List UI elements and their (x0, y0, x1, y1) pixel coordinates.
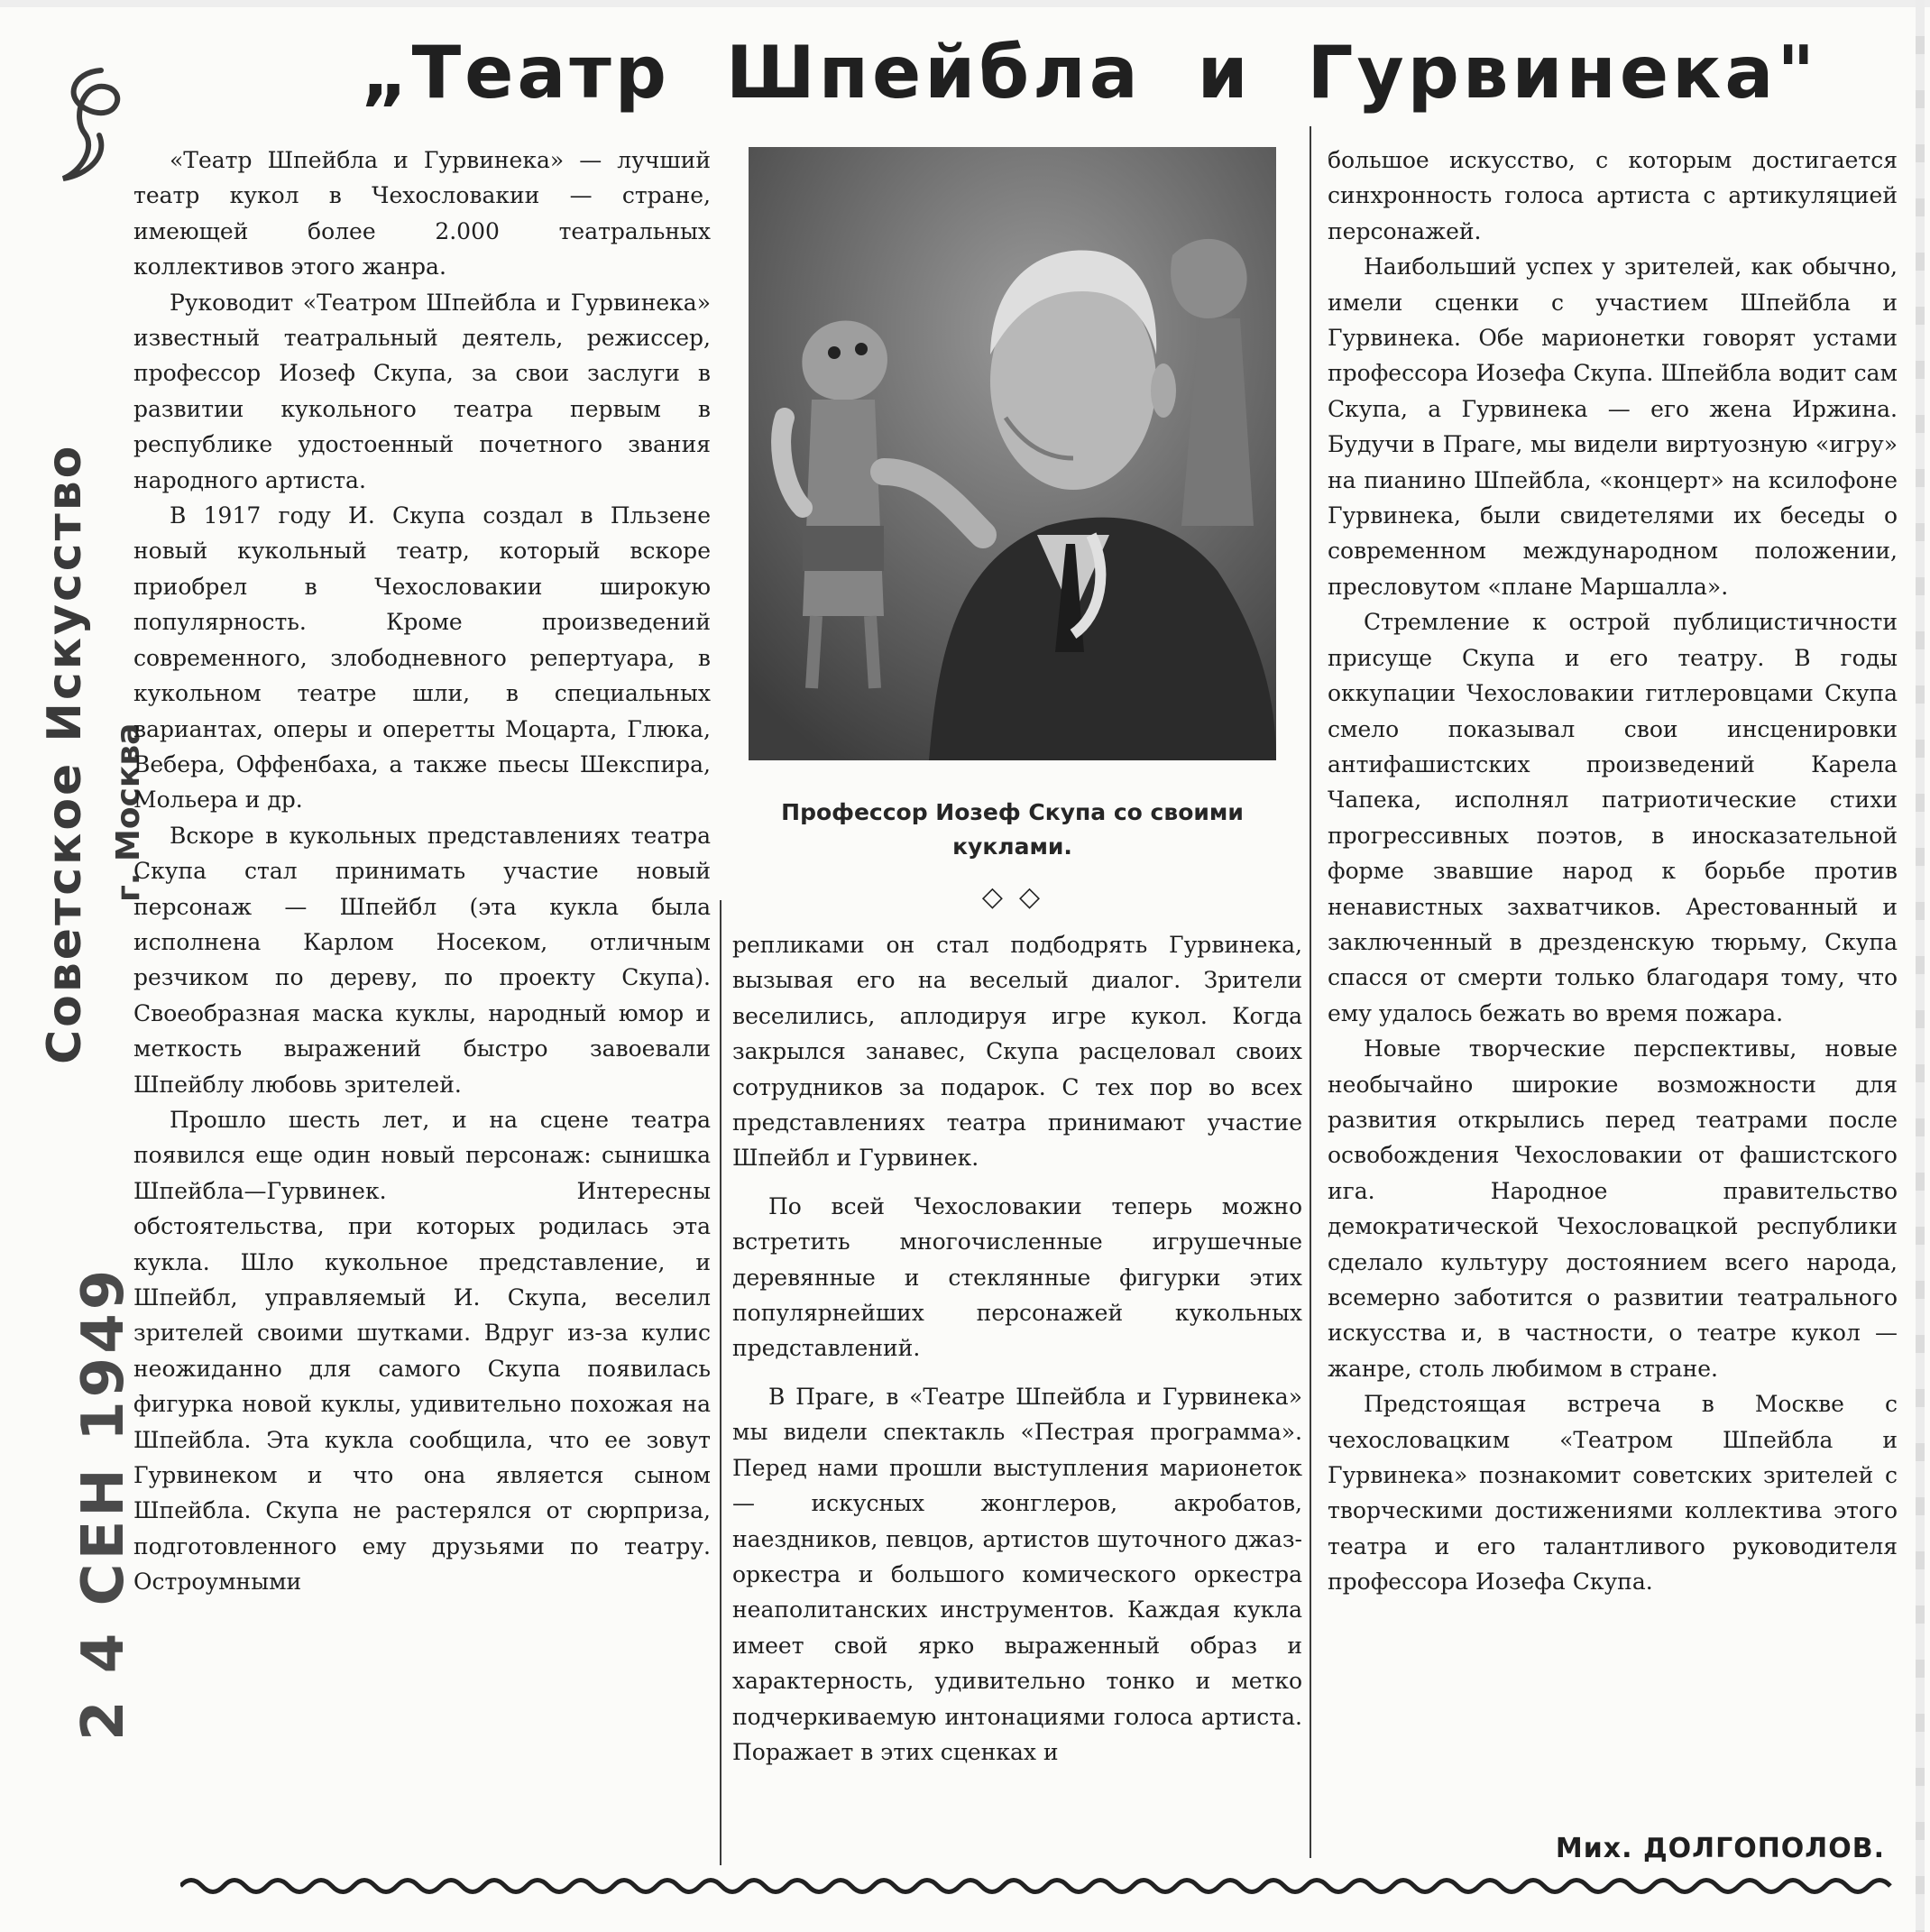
photo-caption: Профессор Иозеф Скупа со своими куклами. (781, 799, 1244, 860)
paper-edge-right (1916, 0, 1925, 1932)
paragraph: Руководит «Театром Шпейбла и Гурвинека» известный театральный деятель, режиссер, профессор Иозеф Скупа, за свои заслуги в развитии кукольного театра первым в республике удостоенный почетного звания народного артиста. (133, 289, 711, 493)
paragraph: Новые творческие перспективы, новые необычайно широкие возможности для развития открылись перед театрами после освобождения Чехословакии от фашистского ига. Народное правительство демократической Чехословацкой республики сделало культуру достоянием всего народа, всемерно заботится о развитии театрального искусства и, в частности, о театре кукол — жанре, столь любимом в стране. (1328, 1035, 1898, 1382)
date-stamp: 2 4 СЕН 1949 (70, 1265, 137, 1741)
wavy-bottom-rule (180, 1874, 1894, 1898)
column-divider (1310, 126, 1311, 1858)
portrait-photo (749, 147, 1276, 760)
photo-image (749, 147, 1276, 760)
author-byline: Мих. ДОЛГОПОЛОВ. (1555, 1833, 1885, 1864)
paragraph: Наибольший успех у зрителей, как обычно, имели сценки с участием Шпейбла и Гурвинека. Обе марионетки говорят устами профессора Иозефа Скупа. Шпейбла водит сам Скупа, а Гурвинека — его жена Иржина. Будучи в Праге, мы видели виртуозную «игру» на пианино Шпейбла, «концерт» на ксилофоне Гурвинека, были свидетелями их беседы о современном международном положении, пресловутом «плане Маршалла». (1328, 253, 1898, 600)
city-stamp: г. Москва (110, 722, 147, 902)
newspaper-source-stamp: Советское Искусство (38, 443, 92, 1064)
paragraph: Вскоре в кукольных представлениях театра Скупа стал принимать участие новый персонаж — Шпейбл (эта кукла была исполнена Карлом Носеком, отличным резчиком по дереву, по проекту Скупа). Своеобразная маска куклы, народный юмор и меткость выражений быстро завоевали Шпейблу любовь зрителей. (133, 822, 711, 1098)
article-column-3 (1328, 143, 1898, 1600)
article-column-2 (732, 927, 1302, 1770)
paragraph: большое искусство, с которым достигается синхронность голоса артиста с артикуляцией персонажей. (1328, 147, 1898, 244)
paragraph: В Праге, в «Театре Шпейбла и Гурвинека» мы видели спектакль «Пестрая программа». Перед нами прошли выступления марионеток — искусных жонглеров, акробатов, наездников, певцов, артистов шуточного джаз-оркестра и большого комического оркестра неаполитанских инструментов. Каждая кукла имеет свой ярко выраженный образ и характерность, удивительно тонко и метко подчеркиваемую интонациями голоса артиста. Поражает в этих сценках и (732, 1383, 1302, 1765)
column-divider (720, 900, 721, 1865)
diamond-ornament-icon: ◇◇ (981, 881, 1057, 913)
article-column-1 (133, 143, 711, 1600)
paragraph: Стремление к острой публицистичности присуще Скупа и его театру. В годы оккупации Чехословакии гитлеровцами Скупа смело показывал свои инсценировки антифашистских произведений Карела Чапека, исполнял патриотические стихи прогрессивных поэтов, в иносказательной форме звавшие народ к борьбе против ненавистных захватчиков. Арестованный и заключенный в дрезденскую тюрьму, Скупа спасся от смерти только благодаря тому, что ему удалось бежать во время пожара. (1328, 609, 1898, 1026)
paper-edge-top (0, 0, 1930, 7)
paragraph: По всей Чехословакии теперь можно встретить многочисленные игрушечные деревянные и стеклянные фигурки этих популярнейших персонажей кукольных представлений. (732, 1192, 1302, 1362)
paragraph: В 1917 году И. Скупа создал в Пльзене новый кукольный театр, который вскоре приобрел в Чехословакии широкую популярность. Кроме произведений современного, злободневного репертуара, в кукольном театре шли, в специальных вариантах, оперы и оперетты Моцарта, Глюка, Вебера, Оффенбаха, а также пьесы Шекспира, Мольера и др. (133, 502, 711, 814)
paragraph: «Театр Шпейбла и Гурвинека» — лучший театр кукол в Чехословакии — стране, имеющей более 2.000 театральных коллективов этого жанра. (133, 147, 711, 281)
paragraph: Предстоящая встреча в Москве с чехословацким «Театром Шпейбла и Гурвинека» познакомит советских зрителей с творческими достижениями коллектива этого театра и его талантливого руководителя профессора Иозефа Скупа. (1328, 1391, 1898, 1596)
paragraph: репликами он стал подбодрять Гурвинека, вызывая его на веселый диалог. Зрители веселились, аплодируя игре кукол. Когда закрылся занавес, Скупа расцеловал своих сотрудников за подарок. С тех пор во всех представлениях театра принимают участие Шпейбл и Гурвинек. (732, 932, 1302, 1172)
article-headline: „Театр Шпейбла и Гурвинека" (361, 31, 1819, 115)
paragraph: Прошло шесть лет, и на сцене театра появился еще один новый персонаж: сынишка Шпейбла—Гурвинек. Интересны обстоятельства, при которых родилась эта кукла. Шло кукольное представление, и Шпейбл, управляемый И. Скупа, веселил зрителей своими шутками. Вдруг из-за кулис неожиданно для самого Скупа появилась фигурка новой куклы, удивительно похожая на Шпейбла. Эта кукла сообщила, что ее зовут Гурвинеком и что она является сыном Шпейбла. Скупа не растерялся от сюрприза, подготовленного ему друзьями по театру. Остроумными (133, 1106, 711, 1596)
